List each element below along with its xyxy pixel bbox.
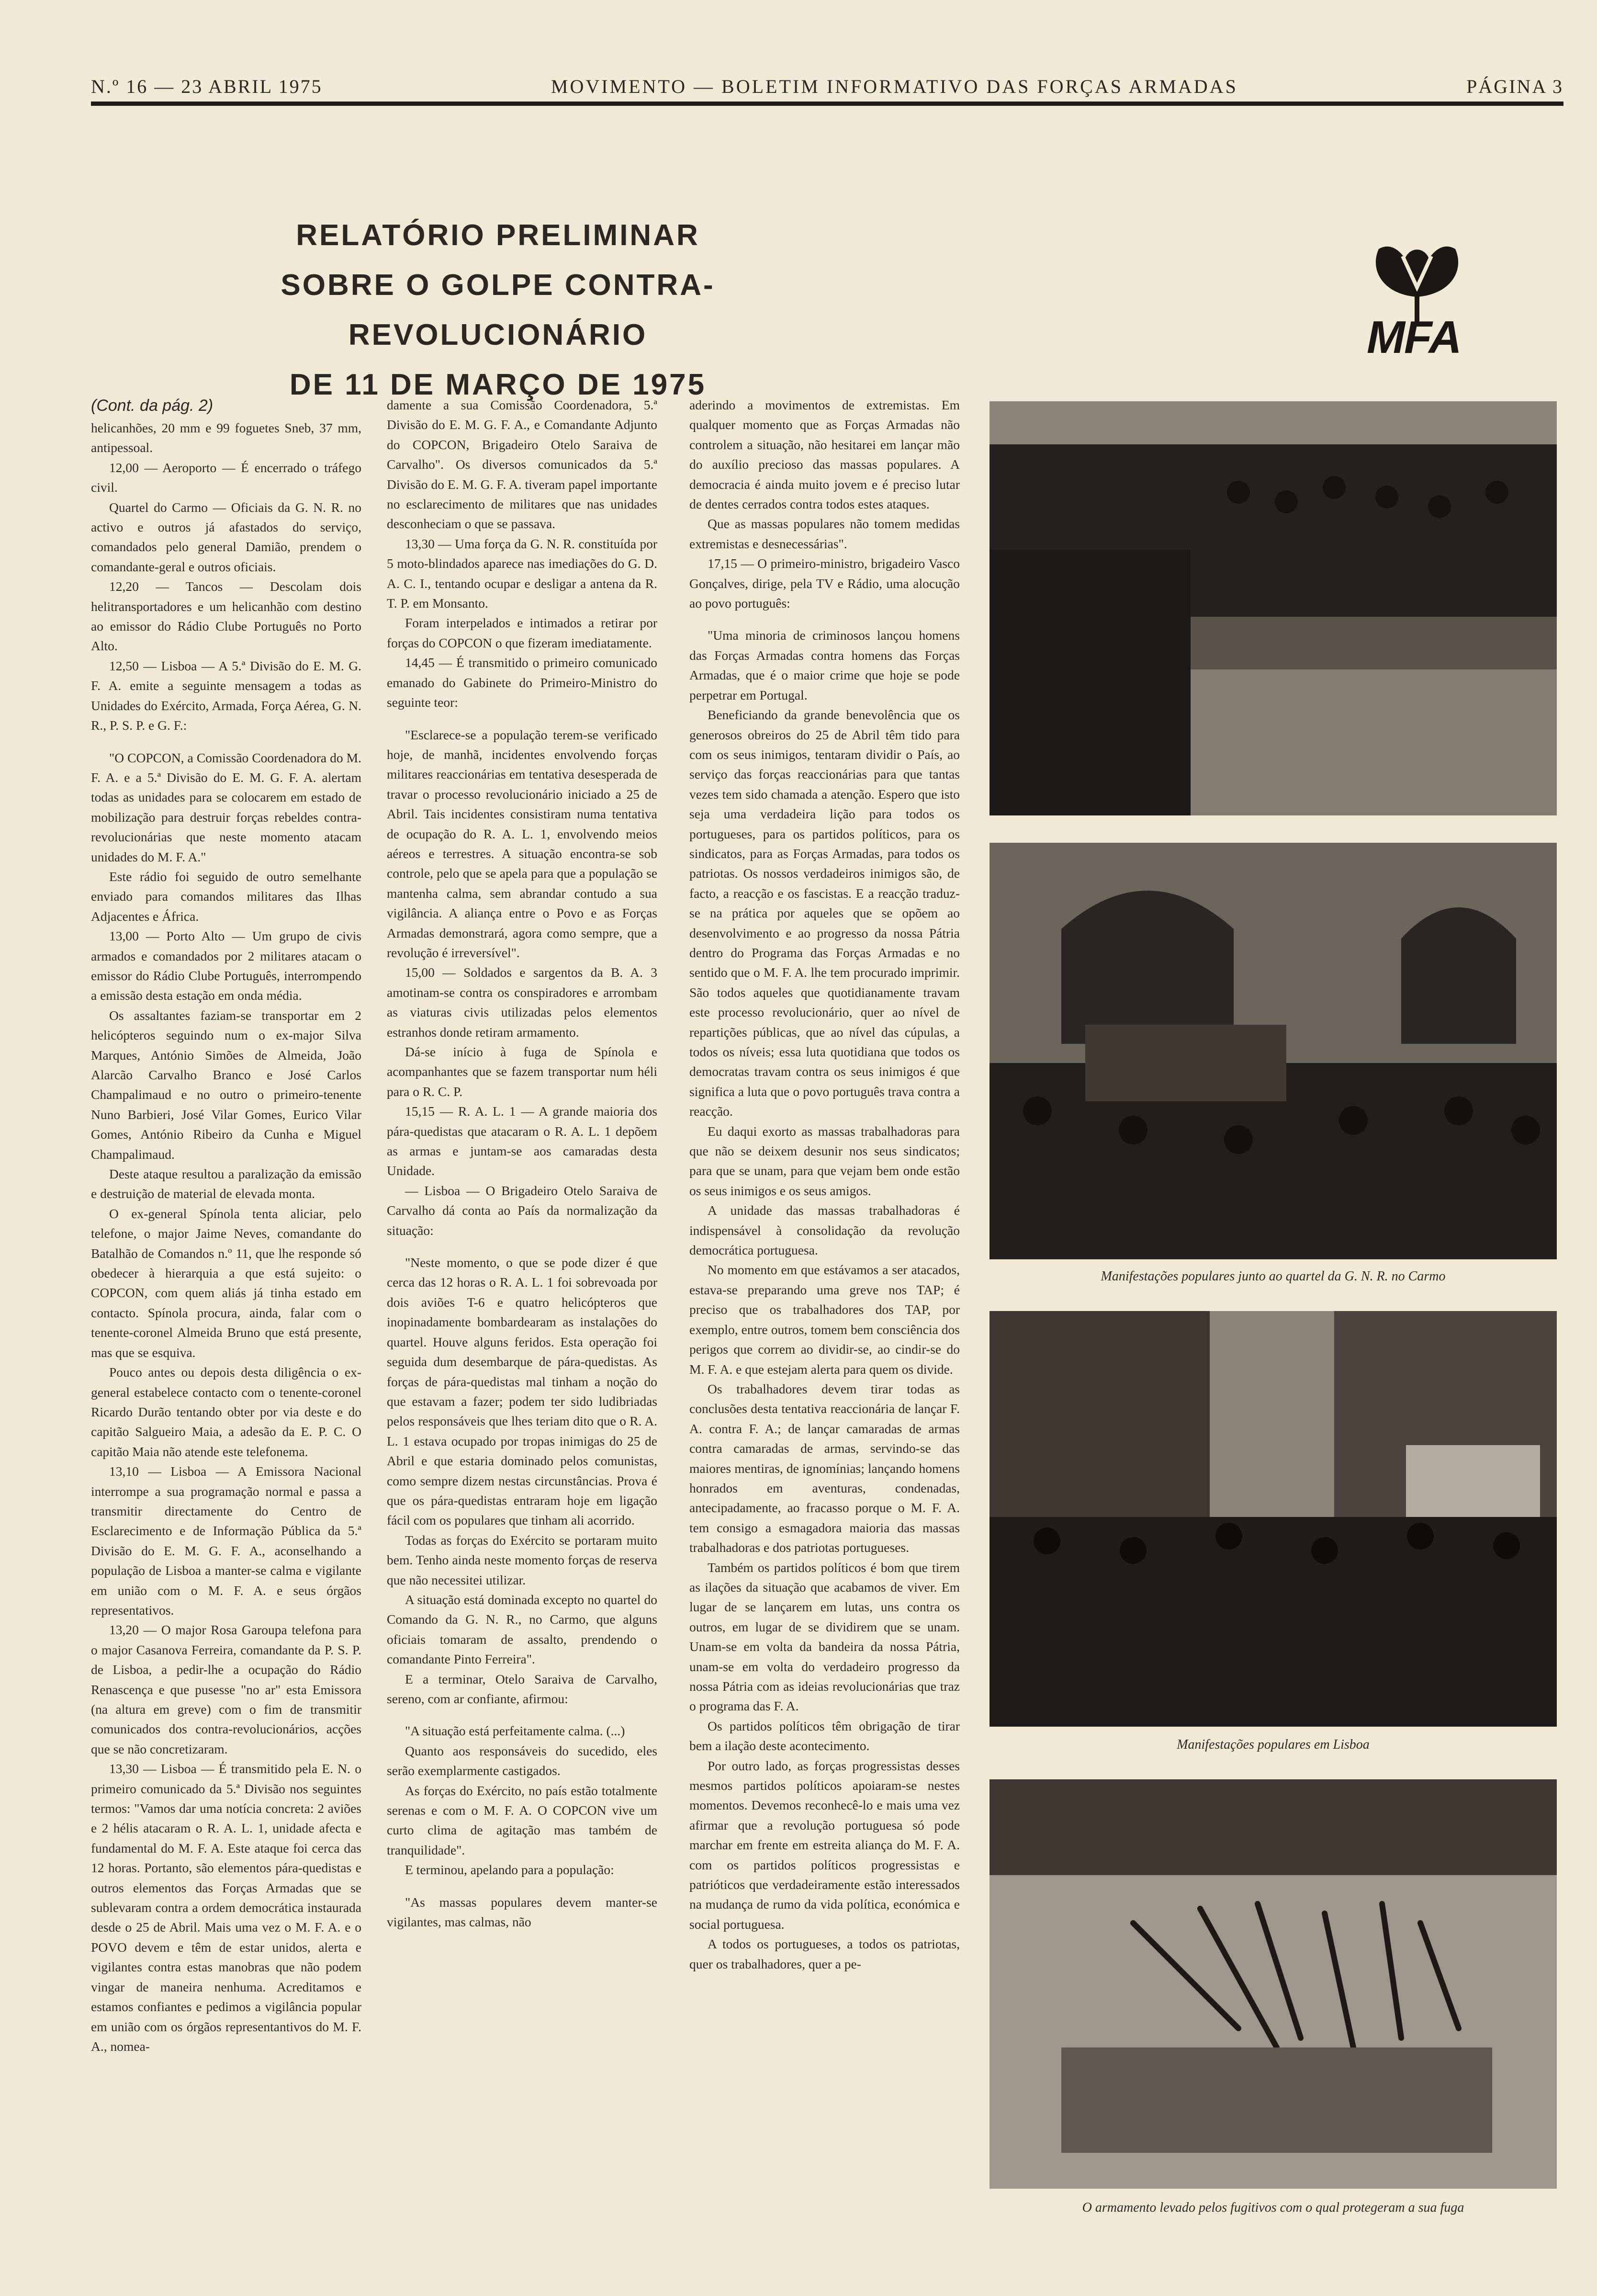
column-paragraph: 13,00 — Porto Alto — Um grupo de civis armados e comandados por 2 militares atacam o emissor do Rádio Clube Português, interrompendo a emissão desta estação em onda média. — [91, 928, 361, 1003]
photo-weapons — [990, 1779, 1557, 2189]
column-paragraph: O ex-general Spínola tenta aliciar, pelo telefone, o major Jaime Neves, comandante do Batalhão de Comandos n.º 11, que lhe responde só obedecer à hierarquia a que está sujeito: o COPCON, com quem aliás já tinha estado em contacto. Spínola procura, ainda, falar com o tenente-coronel Almeida Bruno que está presente, mas que se esquiva. — [91, 1206, 361, 1360]
column-paragraph: 12,00 — Aeroporto — É encerrado o tráfego civil. — [91, 460, 361, 495]
column-paragraph: 14,45 — É transmitido o primeiro comunicado emanado do Gabinete do Primeiro-Ministro do seguinte teor: — [387, 655, 657, 710]
text-column-2 — [387, 395, 657, 1932]
column-paragraph: helicanhões, 20 mm e 99 foguetes Sneb, 37 mm, antipessoal. — [91, 420, 361, 455]
column-paragraph: 17,15 — O primeiro-ministro, brigadeiro Vasco Gonçalves, dirige, pela TV e Rádio, uma alocução ao povo português: — [689, 556, 960, 611]
column-paragraph: "A situação está perfeitamente calma. (...) — [405, 1723, 625, 1739]
column-paragraph: "Neste momento, o que se pode dizer é que cerca das 12 horas o R. A. L. 1 foi sobrevoada por dois aviões T-6 e quatro helicópteros que inopinadamente bombardearam as instalações do quartel. Houve alguns feridos. Esta operação foi seguida dum desembarque de pára-quedistas. As forças de pára-quedistas mal tinham a noção do que estavam a fazer; podem ter sido ludibriadas pelos responsáveis que lhes teriam dito que o R. A. L. 1 estava ocupado por tropas inimigas do 25 de Abril e que estaria dominado pelos comunistas, como sempre dizem nestas circunstâncias. Prova é que os pára-quedistas entraram hoje em ligação fácil com os populares que tinham ali acorrido. — [387, 1255, 657, 1528]
column-paragraph: Dá-se início à fuga de Spínola e acompanhantes que se fazem transportar num héli para o R. C. P. — [387, 1044, 657, 1099]
column-paragraph: Também os partidos políticos é bom que tirem as ilações da situação que acabamos de viver. Em lugar de se lançarem em lutas, uns contra os outros, em lugar de se dividirem que se unam. Unam-se em volta da bandeira da nossa Pátria, unam-se em volta do verdadeiro progresso da nossa Pátria com as ideias revolucionárias que traz o programa das F. A. — [689, 1560, 960, 1714]
column-paragraph: "Uma minoria de criminosos lançou homens das Forças Armadas contra homens das Forças Armadas, que é o maior crime que hoje se pode perpetrar em Portugal. — [689, 628, 960, 702]
text-column-1 — [91, 395, 361, 2056]
page-number: PÁGINA 3 — [1466, 75, 1563, 97]
column-paragraph: — Lisboa — O Brigadeiro Otelo Saraiva de Carvalho dá conta ao País da normalização da situação: — [387, 1183, 657, 1238]
column-paragraph: Beneficiando da grande benevolência que os generosos obreiros do 25 de Abril têm tido para com os seus inimigos, tentaram dividir o País, ao serviço das forças reaccionárias para que tantas vezes tem sido chamada a atenção. Espero que isto seja uma verdadeira lição para todos os portugueses, para os partidos políticos, para os sindicatos, para as Forças Armadas, para todos os patriotas. Os nossos verdadeiros inimigos são, de facto, a reacção e os fascistas. E a reacção traduz-se na prática por aqueles que se opõem ao desenvolvimento e ao progresso da nossa Pátria dentro do Programa das Forças Armadas e no sentido que o M. F. A. lhe tem procurado imprimir. São todos aqueles que quotidianamente travam este processo revolucionário, quer ao nível de repartições públicas, que ao nível das cúpulas, a todos os níveis; essa luta quotidiana que todos os democratas travam contra os seus inimigos é que significa a luta que o povo português trava contra a reacção. — [689, 707, 960, 1119]
column-paragraph: Os assaltantes faziam-se transportar em 2 helicópteros seguindo num o ex-major Silva Marques, António Simões de Almeida, João Alarcão Carvalho Branco e José Carlos Champalimaud e no outro o primeiro-tenente Nuno Barbieri, José Vilar Gomes, Eurico Vilar Gomes, António Ribeiro da Cunha e Miguel Champalimaud. — [91, 1007, 361, 1162]
publication-title: MOVIMENTO — BOLETIM INFORMATIVO DAS FORÇAS ARMADAS — [551, 75, 1238, 97]
column-paragraph: Por outro lado, as forças progressistas desses mesmos partidos políticos apoiaram-se nestes momentos. Devemos reconhecê-lo e mais uma vez afirmar que a revolução portuguesa só pode marchar em frente em estreita aliança do M. F. A. com os partidos políticos progressistas e patrióticos que verdadeiramente estão interessados na mudança de rumo da vida política, económica e social portuguesa. — [689, 1758, 960, 1932]
column-paragraph: 15,15 — R. A. L. 1 — A grande maioria dos pára-quedistas que atacaram o R. A. L. 1 depõem as armas e juntam-se aos camaradas desta Unidade. — [387, 1104, 657, 1178]
column-paragraph: Este rádio foi seguido de outro semelhante enviado para comandos militares das Ilhas Adjacentes e África. — [91, 869, 361, 924]
column-paragraph: E a terminar, Otelo Saraiva de Carvalho, sereno, com ar confiante, afirmou: — [387, 1671, 657, 1706]
column-paragraph: 13,30 — Lisboa — É transmitido pela E. N. o primeiro comunicado da 5.ª Divisão nos seguintes termos: "Vamos dar uma notícia concreta: 2 aviões e 2 hélis atacaram o R. A. L. 1, unidade afecta e fundamental do M. F. A. Este ataque foi cerca das 12 horas. Portanto, são elementos pára-quedistas e outros elementos das Forças Armadas que se sublevaram contra a ordem democrática instaurada desde o 25 de Abril. Mais uma vez o M. F. A. e o POVO devem e têm de estar unidos, alerta e vigilantes contra estas manobras que não podem vingar de maneira nenhuma. Acreditamos e estamos confiantes e pedimos a vigilância popular em união com os órgãos representantivos do M. F. A., nomea- — [91, 1761, 361, 2054]
column-paragraph: Quartel do Carmo — Oficiais da G. N. R. no activo e outros já afastados do serviço, comandados pelo general Damião, prendem o comandante-geral e outros oficiais. — [91, 499, 361, 574]
column-paragraph: Os trabalhadores devem tirar todas as conclusões desta tentativa reaccionária de lançar F. A. contra F. A.; de lançar camaradas de armas contra camaradas de armas, servindo-se das maiores mentiras, de ignomínias; lançando homens honrados em aventuras, condenadas, antecipadamente, ao fracasso porque o M. F. A. tem consigo a esmagadora maioria das massas trabalhadoras e dos patriotas portugueses. — [689, 1381, 960, 1555]
photo-crowd-carmo — [990, 401, 1557, 815]
header-rule — [91, 102, 1563, 106]
column-paragraph: Eu daqui exorto as massas trabalhadoras para que não se deixem desunir nos seus sindicatos; para que se unam, para que vejam bem onde estão os seus inimigos e os seus amigos. — [689, 1123, 960, 1198]
column-paragraph: 15,00 — Soldados e sargentos da B. A. 3 amotinam-se contra os conspiradores e arrombam as viaturas civis utilizadas pelos elementos estranhos donde retiram armamento. — [387, 965, 657, 1040]
column-paragraph: Que as massas populares não tomem medidas extremistas e desnecessárias". — [689, 516, 960, 551]
photo-caption-1: Manifestações populares junto ao quartel da G. N. R. no Carmo — [1101, 1269, 1446, 1284]
column-paragraph: Os partidos políticos têm obrigação de tirar bem a ilação deste acontecimento. — [689, 1718, 960, 1753]
column-paragraph: "O COPCON, a Comissão Coordenadora do M. F. A. e a 5.ª Divisão do E. M. G. F. A. alertam todas as unidades para se colocarem em estado de mobilização para destruir forças rebeldes contra-revolucionárias que neste momento atacam unidades do M. F. A." — [91, 750, 361, 864]
title-line-3: DE 11 DE MARÇO DE 1975 — [289, 368, 707, 401]
column-paragraph: 13,30 — Uma força da G. N. R. constituída por 5 moto-blindados aparece nas imediações do G. D. A. C. I., tentando ocupar e desligar a antena da R. T. P. em Monsanto. — [387, 536, 657, 611]
column-paragraph: damente a sua Comissão Coordenadora, 5.ª Divisão do E. M. G. F. A., e Comandante Adjunto do COPCON, Brigadeiro Otelo Saraiva de Carvalho". Os diversos comunicados da 5.ª Divisão do E. M. G. F. A. tiveram papel importante no esclarecimento de militares que nas unidades desconheciam o que se passava. — [387, 397, 657, 532]
column-paragraph: Deste ataque resultou a paralização da emissão e destruição de material de elevada monta. — [91, 1166, 361, 1201]
column-paragraph: 12,20 — Tancos — Descolam dois helitransportadores e um helicanhão com destino ao emissor do Rádio Clube Português no Porto Alto. — [91, 579, 361, 654]
title-line-1: RELATÓRIO PRELIMINAR — [296, 219, 700, 252]
continuation-note: (Cont. da pág. 2) — [91, 396, 214, 415]
photo-caption-3: O armamento levado pelos fugitivos com o qual protegeram a sua fuga — [1082, 2200, 1464, 2215]
article-title — [144, 211, 852, 410]
column-paragraph: A unidade das massas trabalhadoras é indispensável à consolidação da revolução democrática portuguesa. — [689, 1203, 960, 1258]
column-paragraph: Todas as forças do Exército se portaram muito bem. Tenho ainda neste momento forças de reserva que não necessitei utilizar. — [387, 1532, 657, 1587]
column-paragraph: "As massas populares devem manter-se vigilantes, mas calmas, não — [387, 1894, 657, 1930]
issue-date: N.º 16 — 23 ABRIL 1975 — [91, 75, 323, 97]
column-paragraph: No momento em que estávamos a ser atacados, estava-se preparando uma greve nos TAP; é preciso que os trabalhadores dos TAP, por exemplo, entre outros, tomem bem consciência dos perigos que correm ao dividir-se, ao cindir-se do M. F. A. e que estejam alerta para quem os divide. — [689, 1262, 960, 1377]
column-paragraph: 13,20 — O major Rosa Garoupa telefona para o major Casanova Ferreira, comandante da P. S. P. de Lisboa, a pedir-lhe a ocupação do Rádio Renascença e que pusesse "no ar" esta Emissora (na altura em greve) com o fim de transmitir comunicados dos contra-revolucionários, acções que se não concretizaram. — [91, 1622, 361, 1756]
column-paragraph: "Esclarece-se a população terem-se verificado hoje, de manhã, incidentes envolvendo forças militares reaccionárias em tentativa desesperada de travar o processo revolucionário iniciado a 25 de Abril. Tais incidentes consistiram numa tentativa de ocupação do R. A. L. 1, envolvendo meios aéreos e terrestres. A situação encontra-se sob controle, pelo que se apela para que a população se mantenha calma, sem abrandar contudo a sua vigilância. A aliança entre o Povo e as Forças Armadas demonstrará, agora como sempre, que a revolução é irreversível". — [387, 727, 657, 960]
column-paragraph: A todos os portugueses, a todos os patriotas, quer os trabalhadores, quer a pe- — [689, 1936, 960, 1971]
column-paragraph: 13,10 — Lisboa — A Emissora Nacional interrompe a sua programação normal e passa a transmitir directamente do Centro de Esclarecimento e de Informação Pública da 5.ª Divisão do E. M. G. F. A., aconselhando a população de Lisboa a manter-se calma e vigilante em união com o M. F. A. e seus órgãos representativos. — [91, 1464, 361, 1617]
photo-crowd-tank — [990, 843, 1557, 1259]
column-paragraph: aderindo a movimentos de extremistas. Em qualquer momento que as Forças Armadas não controlem a situação, não hesitarei em lançar mão do auxílio precioso das massas populares. A democracia é ainda muito jovem e é preciso lutar de dentes cerrados contra todos estes ataques. — [689, 397, 960, 512]
column-paragraph: 12,50 — Lisboa — A 5.ª Divisão do E. M. G. F. A. emite a seguinte mensagem a todas as Unidades do Exército, Armada, Força Aérea, G. N. R., P. S. P. e G. F.: — [91, 658, 361, 733]
page-header — [91, 72, 1563, 101]
photo-caption-2: Manifestações populares em Lisboa — [1177, 1737, 1370, 1752]
mfa-logo-text: MFA — [1367, 312, 1461, 363]
column-paragraph: As forças do Exército, no país estão totalmente serenas e com o M. F. A. O COPCON vive um curto clima de agitação mas também de tranquilidade". — [387, 1783, 657, 1857]
photo-crowd-lisboa — [990, 1311, 1557, 1727]
text-column-3 — [689, 395, 960, 1974]
column-paragraph: Foram interpelados e intimados a retirar por forças do COPCON o que fizeram imediatamente. — [387, 615, 657, 650]
title-line-2: SOBRE O GOLPE CONTRA-REVOLUCIONÁRIO — [281, 269, 715, 351]
column-paragraph: Pouco antes ou depois desta diligência o ex-general estabelece contacto com o tenente-coronel Ricardo Durão tentando obter por via deste e do capitão Salgueiro Maia, a adesão da E. P. C. O capitão Maia não atende este telefonema. — [91, 1365, 361, 1459]
column-paragraph: A situação está dominada excepto no quartel do Comando da G. N. R., no Carmo, que alguns oficiais tomaram de assalto, prendendo o comandante Pinto Ferreira". — [387, 1592, 657, 1667]
column-paragraph: Quanto aos responsáveis do sucedido, eles serão exemplarmente castigados. — [387, 1743, 657, 1778]
column-paragraph: E terminou, apelando para a população: — [405, 1862, 614, 1878]
